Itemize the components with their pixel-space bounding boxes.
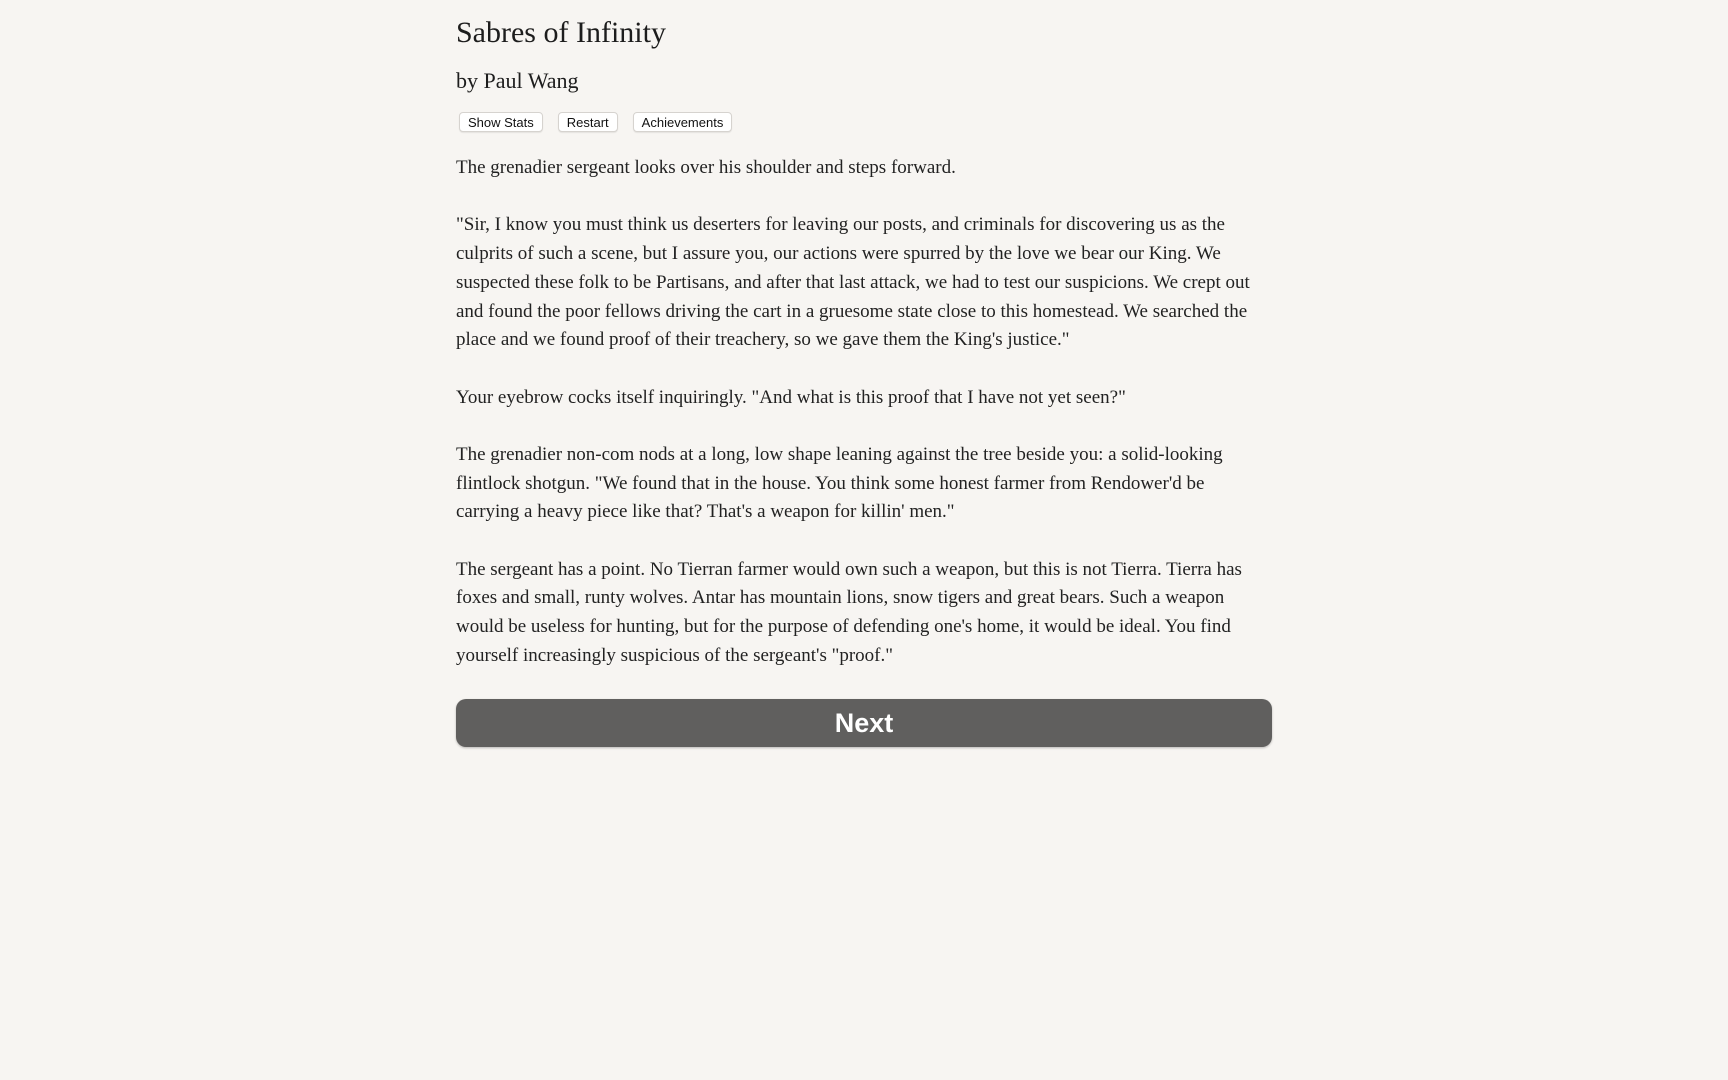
show-stats-button[interactable]: Show Stats [459, 112, 543, 132]
story-text [456, 154, 1272, 671]
story-paragraph: The grenadier non-com nods at a long, low shape leaning against the tree beside you: a solid-looking flintlock shotgun. "We found that in the house. You think some honest farmer from Rendower'd be carrying a heavy piece like that? That's a weapon for killin' men." [456, 443, 1223, 523]
game-title: Sabres of Infinity [456, 16, 666, 49]
story-paragraph: "Sir, I know you must think us deserters for leaving our posts, and criminals for discovering us as the culprits of such a scene, but I assure you, our actions were spurred by the love we bear our King. We suspected these folk to be Partisans, and after that last attack, we had to test our suspicions. We crept out and found the poor fellows driving the cart in a gruesome state close to this homestead. We searched the place and we found proof of their treachery, so we gave them the King's justice." [456, 214, 1250, 351]
story-paragraph: Your eyebrow cocks itself inquiringly. "And what is this proof that I have not yet seen?" [456, 386, 1126, 408]
game-container [456, 0, 1272, 747]
story-paragraph: The sergeant has a point. No Tierran farmer would own such a weapon, but this is not Tierra. Tierra has foxes and small, runty wolves. Antar has mountain lions, snow tigers and great bears. Such a weapon would be useless for hunting, but for the purpose of defending one's home, it would be ideal. You find yourself increasingly suspicious of the sergeant's "proof." [456, 558, 1242, 666]
achievements-button[interactable]: Achievements [633, 112, 733, 132]
toolbar [456, 112, 1272, 132]
next-button[interactable]: Next [456, 699, 1272, 747]
restart-button[interactable]: Restart [558, 112, 618, 132]
story-paragraph: The grenadier sergeant looks over his shoulder and steps forward. [456, 157, 956, 178]
game-author: by Paul Wang [456, 68, 579, 93]
